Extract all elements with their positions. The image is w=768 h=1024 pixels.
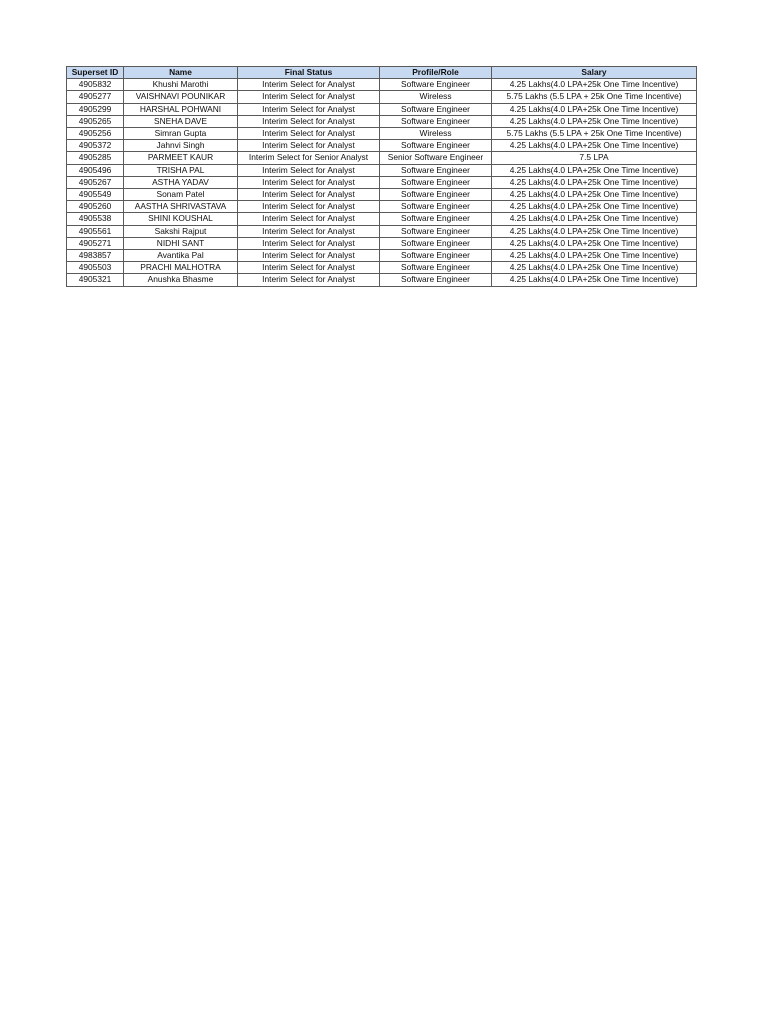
- superset-id-cell: 4905285: [67, 152, 124, 164]
- superset-id-cell: 4905277: [67, 91, 124, 103]
- name-cell: Simran Gupta: [124, 128, 238, 140]
- name-cell: SNEHA DAVE: [124, 115, 238, 127]
- final-status-cell: Interim Select for Analyst: [238, 213, 380, 225]
- table-row: [67, 250, 697, 262]
- superset-id-cell: 4905265: [67, 115, 124, 127]
- superset-id-cell: 4905260: [67, 201, 124, 213]
- salary-cell: 4.25 Lakhs(4.0 LPA+25k One Time Incentive): [492, 213, 697, 225]
- superset-id-cell: 4983857: [67, 250, 124, 262]
- table-row: [67, 262, 697, 274]
- superset-id-cell: 4905832: [67, 79, 124, 91]
- name-cell: Avantika Pal: [124, 250, 238, 262]
- salary-cell: 4.25 Lakhs(4.0 LPA+25k One Time Incentive): [492, 189, 697, 201]
- superset-id-cell: 4905561: [67, 225, 124, 237]
- table-row: [67, 274, 697, 286]
- profile-role-cell: Software Engineer: [380, 140, 492, 152]
- final-status-cell: Interim Select for Analyst: [238, 79, 380, 91]
- column-header-superset-id: Superset ID: [67, 67, 124, 79]
- superset-id-cell: 4905538: [67, 213, 124, 225]
- salary-cell: 7.5 LPA: [492, 152, 697, 164]
- name-cell: PARMEET KAUR: [124, 152, 238, 164]
- salary-cell: 4.25 Lakhs(4.0 LPA+25k One Time Incentive): [492, 79, 697, 91]
- table-row: [67, 128, 697, 140]
- salary-cell: 4.25 Lakhs(4.0 LPA+25k One Time Incentive): [492, 176, 697, 188]
- salary-cell: 4.25 Lakhs(4.0 LPA+25k One Time Incentive): [492, 103, 697, 115]
- results-sheet: [66, 66, 696, 287]
- name-cell: Sonam Patel: [124, 189, 238, 201]
- name-cell: VAISHNAVI POUNIKAR: [124, 91, 238, 103]
- salary-cell: 4.25 Lakhs(4.0 LPA+25k One Time Incentive): [492, 140, 697, 152]
- salary-cell: 4.25 Lakhs(4.0 LPA+25k One Time Incentive): [492, 274, 697, 286]
- profile-role-cell: Software Engineer: [380, 262, 492, 274]
- profile-role-cell: Software Engineer: [380, 115, 492, 127]
- table-row: [67, 115, 697, 127]
- profile-role-cell: Software Engineer: [380, 250, 492, 262]
- name-cell: Sakshi Rajput: [124, 225, 238, 237]
- table-row: [67, 237, 697, 249]
- profile-role-cell: Software Engineer: [380, 189, 492, 201]
- salary-cell: 4.25 Lakhs(4.0 LPA+25k One Time Incentive): [492, 164, 697, 176]
- profile-role-cell: Software Engineer: [380, 213, 492, 225]
- name-cell: HARSHAL POHWANI: [124, 103, 238, 115]
- results-table: [66, 66, 697, 287]
- final-status-cell: Interim Select for Analyst: [238, 128, 380, 140]
- profile-role-cell: Software Engineer: [380, 201, 492, 213]
- table-row: [67, 152, 697, 164]
- profile-role-cell: Software Engineer: [380, 225, 492, 237]
- salary-cell: 5.75 Lakhs (5.5 LPA + 25k One Time Incentive): [492, 91, 697, 103]
- final-status-cell: Interim Select for Analyst: [238, 250, 380, 262]
- table-row: [67, 164, 697, 176]
- name-cell: TRISHA PAL: [124, 164, 238, 176]
- superset-id-cell: 4905321: [67, 274, 124, 286]
- profile-role-cell: Software Engineer: [380, 103, 492, 115]
- column-header-profile-role: Profile/Role: [380, 67, 492, 79]
- final-status-cell: Interim Select for Analyst: [238, 225, 380, 237]
- name-cell: NIDHI SANT: [124, 237, 238, 249]
- profile-role-cell: Wireless: [380, 128, 492, 140]
- final-status-cell: Interim Select for Analyst: [238, 262, 380, 274]
- superset-id-cell: 4905271: [67, 237, 124, 249]
- salary-cell: 4.25 Lakhs(4.0 LPA+25k One Time Incentive): [492, 237, 697, 249]
- profile-role-cell: Wireless: [380, 91, 492, 103]
- table-row: [67, 213, 697, 225]
- final-status-cell: Interim Select for Analyst: [238, 201, 380, 213]
- salary-cell: 4.25 Lakhs(4.0 LPA+25k One Time Incentive): [492, 201, 697, 213]
- table-row: [67, 103, 697, 115]
- profile-role-cell: Software Engineer: [380, 164, 492, 176]
- name-cell: ASTHA YADAV: [124, 176, 238, 188]
- superset-id-cell: 4905299: [67, 103, 124, 115]
- superset-id-cell: 4905496: [67, 164, 124, 176]
- table-row: [67, 79, 697, 91]
- table-row: [67, 225, 697, 237]
- final-status-cell: Interim Select for Analyst: [238, 274, 380, 286]
- profile-role-cell: Senior Software Engineer: [380, 152, 492, 164]
- profile-role-cell: Software Engineer: [380, 79, 492, 91]
- final-status-cell: Interim Select for Analyst: [238, 237, 380, 249]
- table-row: [67, 201, 697, 213]
- salary-cell: 4.25 Lakhs(4.0 LPA+25k One Time Incentive): [492, 250, 697, 262]
- name-cell: Jahnvi Singh: [124, 140, 238, 152]
- salary-cell: 4.25 Lakhs(4.0 LPA+25k One Time Incentive): [492, 225, 697, 237]
- superset-id-cell: 4905503: [67, 262, 124, 274]
- final-status-cell: Interim Select for Analyst: [238, 189, 380, 201]
- name-cell: PRACHI MALHOTRA: [124, 262, 238, 274]
- table-row: [67, 189, 697, 201]
- name-cell: Khushi Marothi: [124, 79, 238, 91]
- profile-role-cell: Software Engineer: [380, 237, 492, 249]
- table-row: [67, 140, 697, 152]
- column-header-final-status: Final Status: [238, 67, 380, 79]
- superset-id-cell: 4905267: [67, 176, 124, 188]
- superset-id-cell: 4905549: [67, 189, 124, 201]
- final-status-cell: Interim Select for Analyst: [238, 140, 380, 152]
- table-row: [67, 176, 697, 188]
- final-status-cell: Interim Select for Analyst: [238, 164, 380, 176]
- name-cell: AASTHA SHRIVASTAVA: [124, 201, 238, 213]
- column-header-name: Name: [124, 67, 238, 79]
- name-cell: SHINI KOUSHAL: [124, 213, 238, 225]
- final-status-cell: Interim Select for Analyst: [238, 103, 380, 115]
- profile-role-cell: Software Engineer: [380, 274, 492, 286]
- column-header-salary: Salary: [492, 67, 697, 79]
- name-cell: Anushka Bhasme: [124, 274, 238, 286]
- profile-role-cell: Software Engineer: [380, 176, 492, 188]
- final-status-cell: Interim Select for Analyst: [238, 115, 380, 127]
- superset-id-cell: 4905372: [67, 140, 124, 152]
- header-row: [67, 67, 697, 79]
- salary-cell: 4.25 Lakhs(4.0 LPA+25k One Time Incentive): [492, 115, 697, 127]
- table-row: [67, 91, 697, 103]
- table-body: [67, 79, 697, 286]
- final-status-cell: Interim Select for Senior Analyst: [238, 152, 380, 164]
- salary-cell: 5.75 Lakhs (5.5 LPA + 25k One Time Incentive): [492, 128, 697, 140]
- final-status-cell: Interim Select for Analyst: [238, 91, 380, 103]
- final-status-cell: Interim Select for Analyst: [238, 176, 380, 188]
- salary-cell: 4.25 Lakhs(4.0 LPA+25k One Time Incentive): [492, 262, 697, 274]
- superset-id-cell: 4905256: [67, 128, 124, 140]
